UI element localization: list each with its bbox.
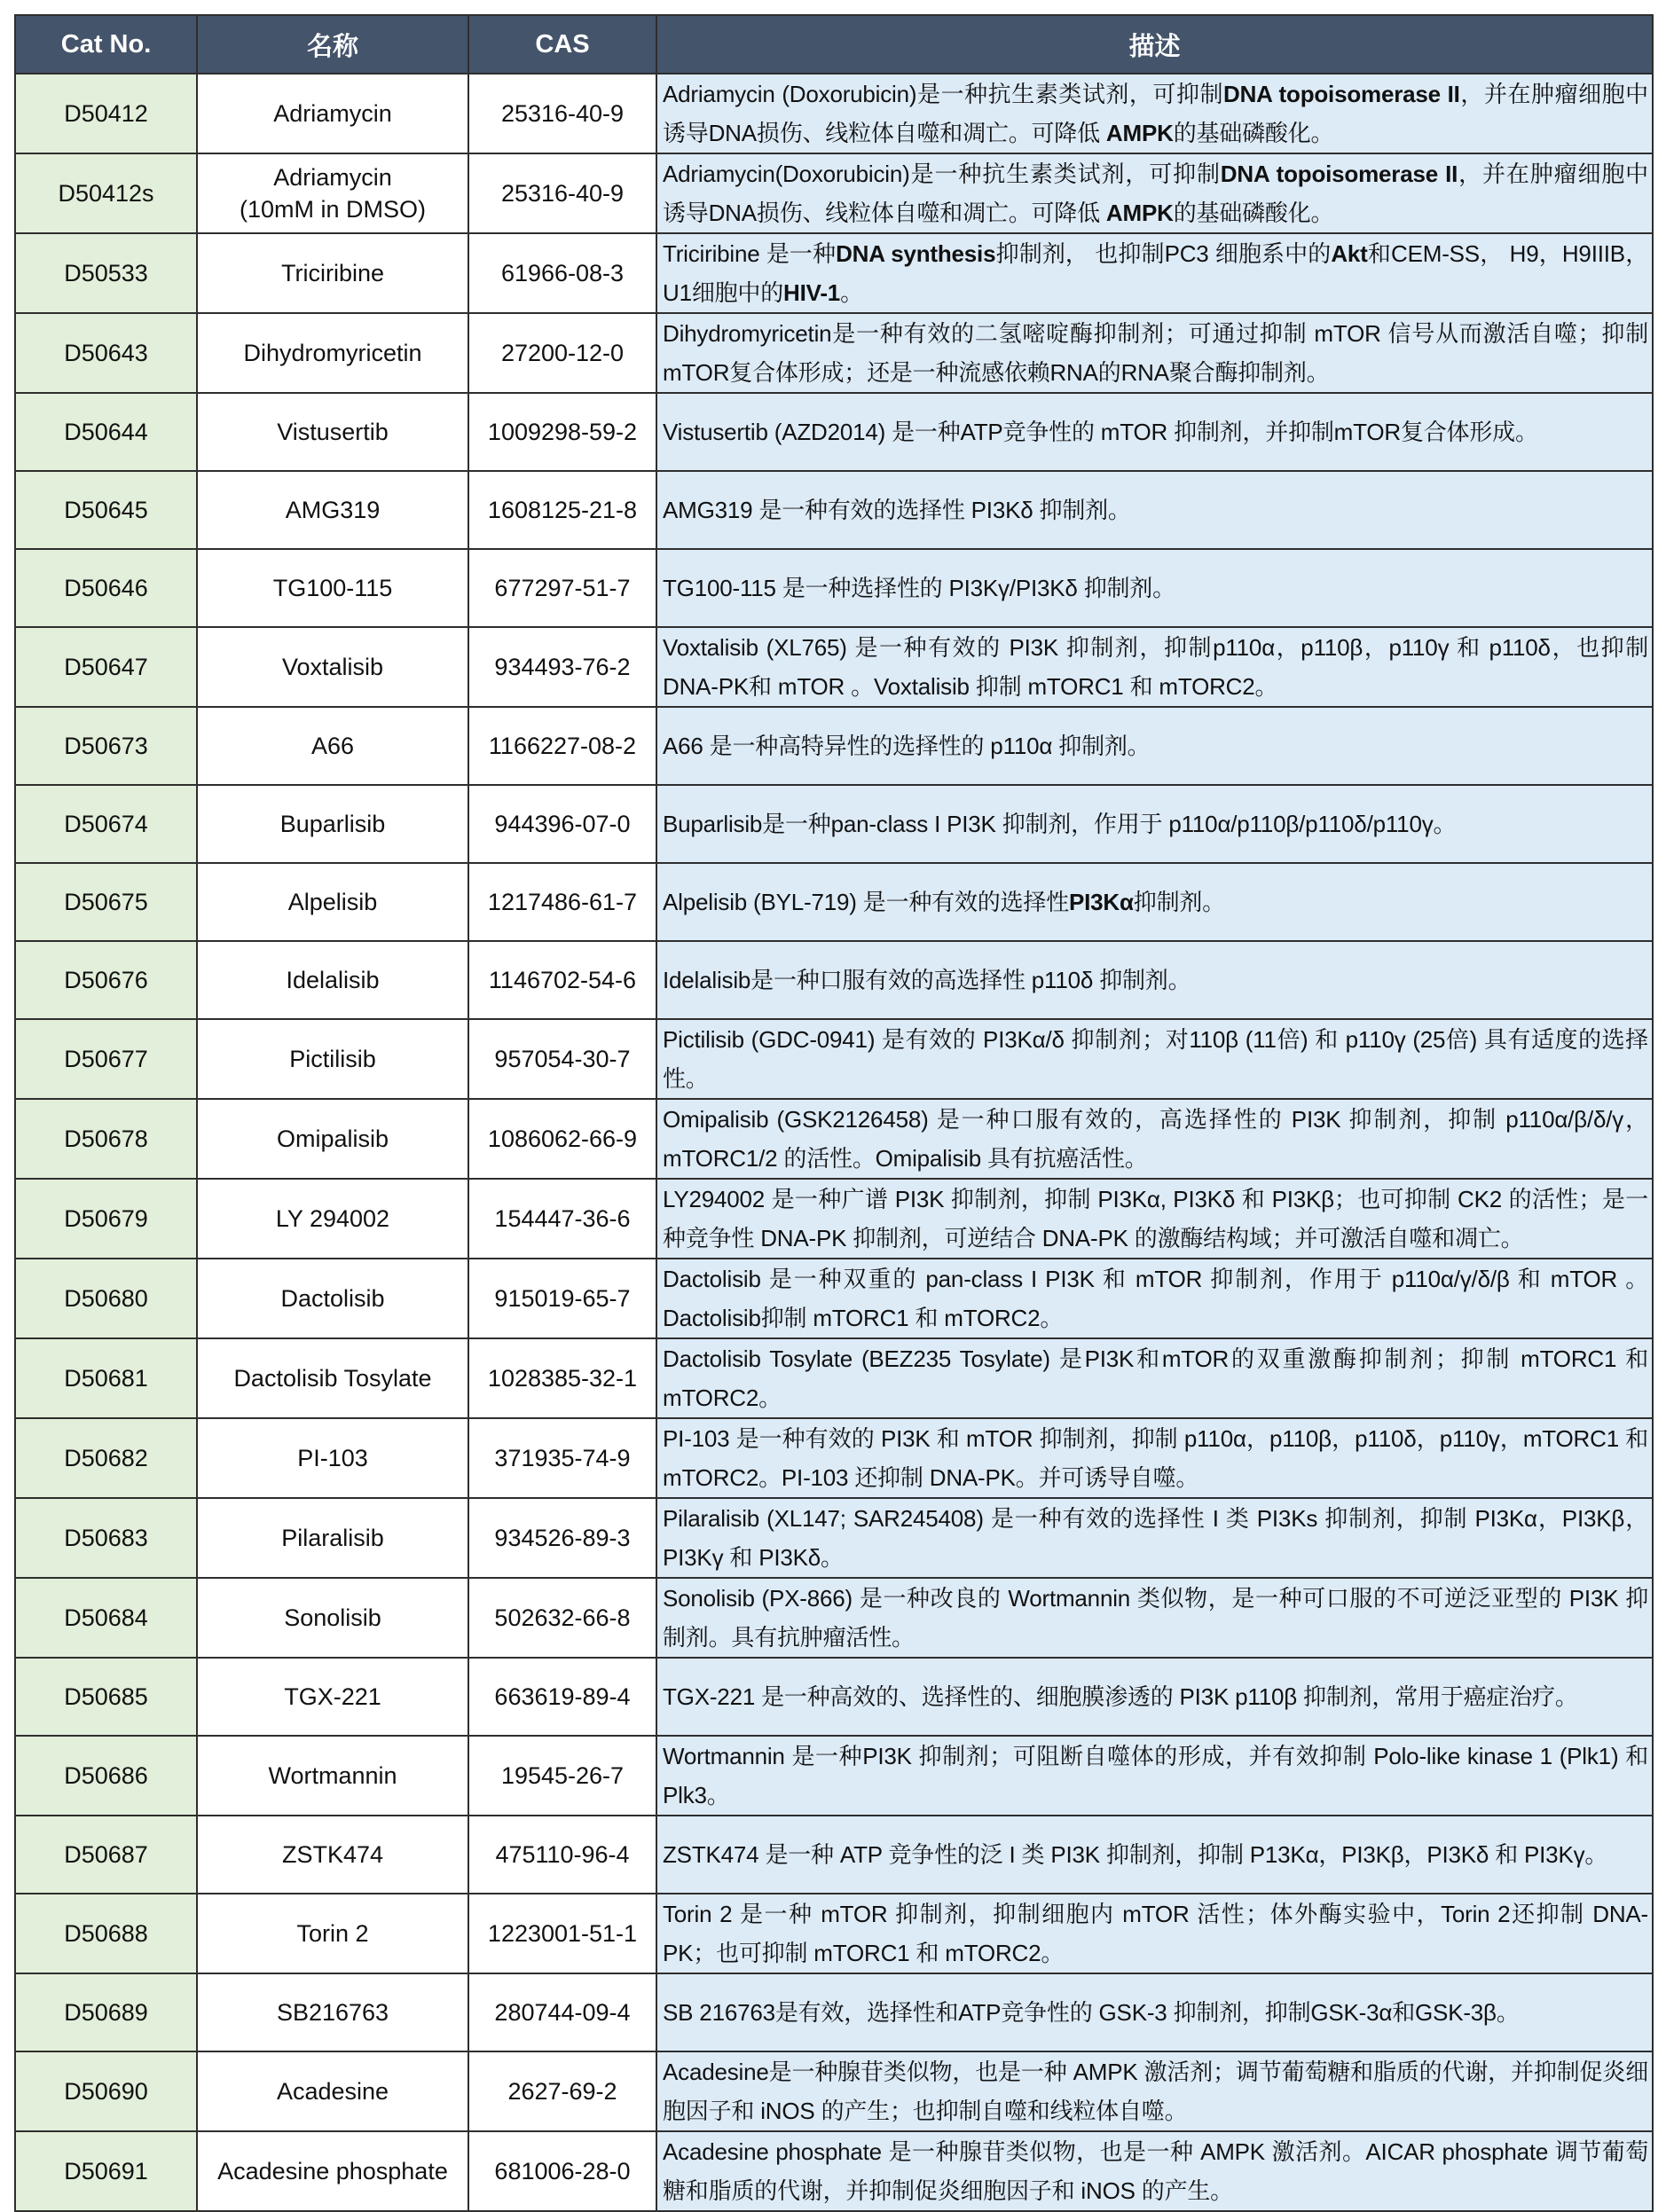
- name-cell: Omipalisib: [197, 1099, 468, 1179]
- description-cell: [656, 1816, 1653, 1894]
- cas-cell: 280744-09-4: [468, 1973, 656, 2051]
- name-cell: Acadesine: [197, 2051, 468, 2131]
- table-row: [15, 707, 1653, 785]
- table-row: [15, 941, 1653, 1019]
- cat-no-cell: D50679: [15, 1179, 197, 1259]
- description-cell: [656, 1338, 1653, 1418]
- name-cell: Voxtalisib: [197, 627, 468, 707]
- table-row: [15, 2051, 1653, 2131]
- description-cell: [656, 233, 1653, 313]
- cat-no-cell: D50533: [15, 233, 197, 313]
- cas-cell: 154447-36-6: [468, 1179, 656, 1259]
- cas-cell: 1146702-54-6: [468, 941, 656, 1019]
- cas-cell: 19545-26-7: [468, 1736, 656, 1816]
- cat-no-cell: D50675: [15, 863, 197, 941]
- cat-no-cell: D50412: [15, 74, 197, 153]
- description-text: SB 216763是有效，选择性和ATP竞争性的 GSK-3 抑制剂，抑制GSK-3α和GSK-3β。: [663, 1999, 1520, 2026]
- description-cell: [656, 2131, 1653, 2211]
- description-cell: [656, 471, 1653, 549]
- description-text: Vistusertib (AZD2014) 是一种ATP竞争性的 mTOR 抑制剂，并抑制mTOR复合体形成。: [663, 419, 1538, 445]
- description-bold-text: DNA topoisomerase II: [1220, 161, 1458, 187]
- name-cell: SB216763: [197, 1973, 468, 2051]
- cat-no-cell: D50683: [15, 1498, 197, 1578]
- cat-no-cell: D50678: [15, 1099, 197, 1179]
- table-row: [15, 471, 1653, 549]
- name-cell: Idelalisib: [197, 941, 468, 1019]
- description-bold-text: HIV-1: [783, 279, 841, 306]
- cas-cell: 681006-28-0: [468, 2131, 656, 2211]
- description-cell: [656, 1736, 1653, 1816]
- description-cell: [656, 1658, 1653, 1736]
- header-row: [15, 15, 1653, 74]
- description-text: Wortmannin 是一种PI3K 抑制剂；可阻断自噬体的形成，并有效抑制 Polo-like kinase 1 (Plk1) 和 Plk3。: [663, 1743, 1648, 1808]
- cat-no-cell: D50685: [15, 1658, 197, 1736]
- cas-cell: 1086062-66-9: [468, 1099, 656, 1179]
- table-row: [15, 627, 1653, 707]
- cas-cell: 1217486-61-7: [468, 863, 656, 941]
- cat-no-cell: D50688: [15, 1894, 197, 1973]
- description-cell: [656, 1019, 1653, 1099]
- description-text: Dihydromyricetin是一种有效的二氢嘧啶酶抑制剂；可通过抑制 mTOR 信号从而激活自噬；抑制mTOR复合体形成；还是一种流感依赖RNA的RNA聚合酶抑制剂。: [663, 320, 1648, 386]
- name-cell: Pilaralisib: [197, 1498, 468, 1578]
- table-row: [15, 233, 1653, 313]
- description-text: Torin 2 是一种 mTOR 抑制剂，抑制细胞内 mTOR 活性；体外酶实验中，Torin 2还抑制 DNA-PK；也可抑制 mTORC1 和 mTORC2。: [663, 1901, 1648, 1966]
- table-row: [15, 1179, 1653, 1259]
- description-cell: [656, 393, 1653, 471]
- description-text: Acadesine phosphate 是一种腺苷类似物，也是一种 AMPK 激活剂。AICAR phosphate 调节葡萄糖和脂质的代谢，并抑制促炎细胞因子和 iNOS 的产生。: [663, 2138, 1648, 2204]
- cas-cell: 1223001-51-1: [468, 1894, 656, 1973]
- description-cell: [656, 785, 1653, 863]
- description-cell: [656, 1578, 1653, 1658]
- name-cell: Sonolisib: [197, 1578, 468, 1658]
- cat-no-cell: D50677: [15, 1019, 197, 1099]
- description-bold-text: DNA topoisomerase II: [1223, 81, 1460, 107]
- table-row: [15, 313, 1653, 393]
- cas-cell: 2627-69-2: [468, 2051, 656, 2131]
- description-text: 和CEM-SS， H9，H9IIIB，U1细胞中的: [663, 240, 1648, 306]
- description-cell: [656, 1894, 1653, 1973]
- name-cell: Adriamycin (10mM in DMSO): [197, 153, 468, 233]
- cat-no-cell: D50647: [15, 627, 197, 707]
- cas-cell: 371935-74-9: [468, 1418, 656, 1498]
- header-name: 名称: [197, 15, 468, 74]
- description-cell: [656, 74, 1653, 153]
- description-text: Sonolisib (PX-866) 是一种改良的 Wortmannin 类似物，是一种可口服的不可逆泛亚型的 PI3K 抑制剂。具有抗肿瘤活性。: [663, 1585, 1648, 1651]
- description-text: Adriamycin(Doxorubicin)是一种抗生素类试剂，可抑制: [663, 161, 1221, 187]
- cat-no-cell: D50684: [15, 1578, 197, 1658]
- table-row: [15, 1578, 1653, 1658]
- description-cell: [656, 1418, 1653, 1498]
- name-cell: Triciribine: [197, 233, 468, 313]
- description-text: Buparlisib是一种pan-class I PI3K 抑制剂，作用于 p110α/p110β/p110δ/p110γ。: [663, 811, 1457, 837]
- description-text: Dactolisib 是一种双重的 pan-class I PI3K 和 mTOR 抑制剂，作用于 p110α/γ/δ/β 和 mTOR 。Dactolisib抑制 mTORC1 和 mTORC2。: [663, 1266, 1648, 1331]
- description-cell: [656, 707, 1653, 785]
- cas-cell: 957054-30-7: [468, 1019, 656, 1099]
- description-bold-text: PI3Kα: [1068, 889, 1134, 915]
- description-cell: [656, 1973, 1653, 2051]
- cat-no-cell: D50689: [15, 1973, 197, 2051]
- cat-no-cell: D50691: [15, 2131, 197, 2211]
- name-cell: TGX-221: [197, 1658, 468, 1736]
- name-cell: Wortmannin: [197, 1736, 468, 1816]
- cas-cell: 475110-96-4: [468, 1816, 656, 1894]
- name-cell: Buparlisib: [197, 785, 468, 863]
- description-text: ，并在肿瘤细胞中诱导DNA损伤、线粒体自噬和凋亡。可降低: [663, 161, 1648, 226]
- name-cell: Torin 2: [197, 1894, 468, 1973]
- cas-cell: 934526-89-3: [468, 1498, 656, 1578]
- name-cell: PI-103: [197, 1418, 468, 1498]
- description-text: Acadesine是一种腺苷类似物，也是一种 AMPK 激活剂；调节葡萄糖和脂质的代谢，并抑制促炎细胞因子和 iNOS 的产生；也抑制自噬和线粒体自噬。: [663, 2059, 1648, 2124]
- cat-no-cell: D50644: [15, 393, 197, 471]
- description-text: Adriamycin (Doxorubicin)是一种抗生素类试剂，可抑制: [663, 81, 1224, 107]
- description-text: A66 是一种高特异性的选择性的 p110α 抑制剂。: [663, 733, 1151, 759]
- table-row: [15, 863, 1653, 941]
- name-cell: Dactolisib: [197, 1259, 468, 1338]
- name-cell: Adriamycin: [197, 74, 468, 153]
- description-cell: [656, 863, 1653, 941]
- table-row: [15, 1019, 1653, 1099]
- name-cell: LY 294002: [197, 1179, 468, 1259]
- description-cell: [656, 549, 1653, 627]
- header-cas: CAS: [468, 15, 656, 74]
- description-cell: [656, 2051, 1653, 2131]
- name-cell: Vistusertib: [197, 393, 468, 471]
- table-row: [15, 1973, 1653, 2051]
- cat-no-cell: D50680: [15, 1259, 197, 1338]
- description-text: Voxtalisib (XL765) 是一种有效的 PI3K 抑制剂，抑制p110α，p110β，p110γ 和 p110δ，也抑制 DNA-PK和 mTOR 。Voxtalisib 抑制 mTORC1 和 mTORC2。: [663, 634, 1648, 700]
- name-cell: A66: [197, 707, 468, 785]
- description-text: 抑制剂。: [1133, 889, 1225, 915]
- description-text: ，并在肿瘤细胞中诱导DNA损伤、线粒体自噬和凋亡。可降低: [663, 81, 1648, 146]
- description-bold-text: DNA synthesis: [836, 240, 996, 267]
- table-row: [15, 1338, 1653, 1418]
- description-text: 抑制剂， 也抑制PC3 细胞系中的: [995, 240, 1332, 267]
- name-cell: Dactolisib Tosylate: [197, 1338, 468, 1418]
- product-table: [14, 14, 1654, 2212]
- cas-cell: 934493-76-2: [468, 627, 656, 707]
- cas-cell: 25316-40-9: [468, 74, 656, 153]
- description-cell: [656, 153, 1653, 233]
- table-body: [15, 74, 1653, 2211]
- description-text: Dactolisib Tosylate (BEZ235 Tosylate) 是PI3K和mTOR的双重激酶抑制剂；抑制 mTORC1 和 mTORC2。: [663, 1345, 1648, 1411]
- description-text: ZSTK474 是一种 ATP 竞争性的泛 I 类 PI3K 抑制剂，抑制 P13Kα，PI3Kβ，PI3Kδ 和 PI3Kγ。: [663, 1841, 1608, 1868]
- cas-cell: 677297-51-7: [468, 549, 656, 627]
- cat-no-cell: D50646: [15, 549, 197, 627]
- name-cell: Alpelisib: [197, 863, 468, 941]
- cat-no-cell: D50673: [15, 707, 197, 785]
- cat-no-cell: D50645: [15, 471, 197, 549]
- cat-no-cell: D50690: [15, 2051, 197, 2131]
- table-row: [15, 1418, 1653, 1498]
- table-row: [15, 1099, 1653, 1179]
- table-row: [15, 1736, 1653, 1816]
- cat-no-cell: D50643: [15, 313, 197, 393]
- description-text: TGX-221 是一种高效的、选择性的、细胞膜渗透的 PI3K p110β 抑制剂，常用于癌症治疗。: [663, 1683, 1578, 1710]
- description-text: Triciribine 是一种: [663, 240, 837, 267]
- cat-no-cell: D50686: [15, 1736, 197, 1816]
- cat-no-cell: D50687: [15, 1816, 197, 1894]
- description-cell: [656, 1099, 1653, 1179]
- cat-no-cell: D50682: [15, 1418, 197, 1498]
- name-cell: TG100-115: [197, 549, 468, 627]
- name-cell: Dihydromyricetin: [197, 313, 468, 393]
- cat-no-cell: D50674: [15, 785, 197, 863]
- cas-cell: 663619-89-4: [468, 1658, 656, 1736]
- description-text: Omipalisib (GSK2126458) 是一种口服有效的，高选择性的 PI3K 抑制剂，抑制 p110α/β/δ/γ，mTORC1/2 的活性。Omipalisib 具有抗癌活性。: [663, 1106, 1648, 1172]
- table-row: [15, 1658, 1653, 1736]
- cas-cell: 944396-07-0: [468, 785, 656, 863]
- name-cell: Pictilisib: [197, 1019, 468, 1099]
- cas-cell: 915019-65-7: [468, 1259, 656, 1338]
- description-cell: [656, 941, 1653, 1019]
- description-cell: [656, 627, 1653, 707]
- cas-cell: 1166227-08-2: [468, 707, 656, 785]
- description-text: Pictilisib (GDC-0941) 是有效的 PI3Kα/δ 抑制剂；对110β (11倍) 和 p110γ (25倍) 具有适度的选择性。: [663, 1026, 1648, 1092]
- table-row: [15, 785, 1653, 863]
- cas-cell: 1009298-59-2: [468, 393, 656, 471]
- table-row: [15, 393, 1653, 471]
- table-row: [15, 1259, 1653, 1338]
- cas-cell: 1028385-32-1: [468, 1338, 656, 1418]
- table-row: [15, 549, 1653, 627]
- cat-no-cell: D50676: [15, 941, 197, 1019]
- table-row: [15, 1894, 1653, 1973]
- description-cell: [656, 1179, 1653, 1259]
- description-text: AMG319 是一种有效的选择性 PI3Kδ 抑制剂。: [663, 497, 1131, 523]
- cas-cell: 25316-40-9: [468, 153, 656, 233]
- cat-no-cell: D50412s: [15, 153, 197, 233]
- cas-cell: 1608125-21-8: [468, 471, 656, 549]
- cas-cell: 61966-08-3: [468, 233, 656, 313]
- table-row: [15, 2131, 1653, 2211]
- description-bold-text: AMPK: [1105, 200, 1174, 226]
- description-cell: [656, 313, 1653, 393]
- description-text: Alpelisib (BYL-719) 是一种有效的选择性: [663, 889, 1069, 915]
- description-text: Idelalisib是一种口服有效的高选择性 p110δ 抑制剂。: [663, 967, 1191, 993]
- description-cell: [656, 1498, 1653, 1578]
- description-bold-text: Akt: [1331, 240, 1368, 267]
- name-cell: AMG319: [197, 471, 468, 549]
- header-cat-no: Cat No.: [15, 15, 197, 74]
- cat-no-cell: D50681: [15, 1338, 197, 1418]
- table-row: [15, 74, 1653, 153]
- table-row: [15, 1816, 1653, 1894]
- description-text: TG100-115 是一种选择性的 PI3Kγ/PI3Kδ 抑制剂。: [663, 575, 1175, 601]
- description-bold-text: AMPK: [1105, 120, 1174, 146]
- description-text: 的基础磷酸化。: [1173, 120, 1334, 146]
- description-text: 。: [840, 279, 863, 306]
- name-cell: Acadesine phosphate: [197, 2131, 468, 2211]
- description-text: Pilaralisib (XL147; SAR245408) 是一种有效的选择性 I 类 PI3Ks 抑制剂，抑制 PI3Kα，PI3Kβ，PI3Kγ 和 PI3Kδ。: [663, 1505, 1648, 1571]
- name-cell: ZSTK474: [197, 1816, 468, 1894]
- header-description: 描述: [656, 15, 1653, 74]
- description-text: 的基础磷酸化。: [1173, 200, 1334, 226]
- table-row: [15, 1498, 1653, 1578]
- cas-cell: 502632-66-8: [468, 1578, 656, 1658]
- cas-cell: 27200-12-0: [468, 313, 656, 393]
- table-row: [15, 153, 1653, 233]
- description-text: PI-103 是一种有效的 PI3K 和 mTOR 抑制剂，抑制 p110α，p110β，p110δ，p110γ，mTORC1 和 mTORC2。PI-103 还抑制 DNA-PK。并可诱导自噬。: [663, 1425, 1648, 1491]
- description-cell: [656, 1259, 1653, 1338]
- description-text: LY294002 是一种广谱 PI3K 抑制剂，抑制 PI3Kα, PI3Kδ 和 PI3Kβ；也可抑制 CK2 的活性；是一种竞争性 DNA-PK 抑制剂，可逆结合 DNA-PK 的激酶结构域；并可激活自噬和凋亡。: [663, 1186, 1648, 1251]
